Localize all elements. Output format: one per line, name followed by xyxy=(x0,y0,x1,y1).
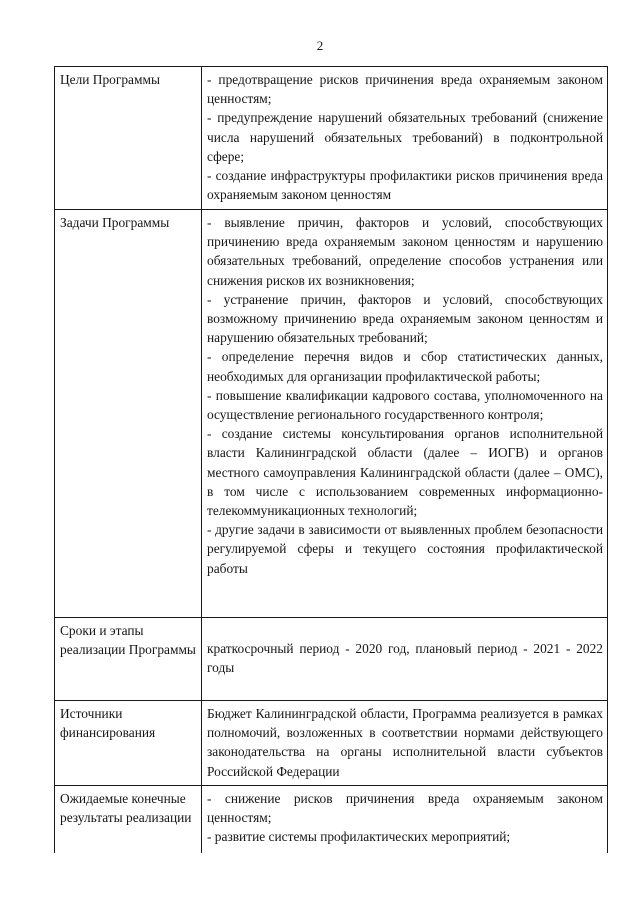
content-line: - создание инфраструктуры профилактики рисков причинения вреда охраняемым законом ценностям xyxy=(207,168,603,203)
row-content xyxy=(202,210,608,618)
program-passport-table xyxy=(54,66,608,853)
table-row-goals xyxy=(55,67,608,210)
table-row-terms xyxy=(55,618,608,701)
row-content xyxy=(202,618,608,701)
row-label: Ожидаемые конечные результаты реализации xyxy=(55,785,202,853)
table-row-funding xyxy=(55,701,608,786)
row-label: Цели Программы xyxy=(55,67,202,210)
row-label: Задачи Программы xyxy=(55,210,202,618)
content-line: - предотвращение рисков причинения вреда охраняемым законом ценностям; xyxy=(207,72,603,107)
content-line: Бюджет Калининградской области, Программа реализуется в рамках полномочий, возложенных в соответствии нормами действующего законодательства на органы исполнительной власти субъектов Российской Федерации xyxy=(207,706,603,779)
content-line: - повышение квалификации кадрового состава, уполномоченного на осуществление регионального государственного контроля; xyxy=(207,387,603,423)
row-content xyxy=(202,67,608,210)
row-content xyxy=(202,701,608,786)
content-line: - определение перечня видов и сбор статистических данных, необходимых для организации профилактической работы; xyxy=(207,349,603,384)
content-line: краткосрочный период - 2020 год, плановый период - 2021 - 2022 годы xyxy=(207,641,603,676)
row-content xyxy=(202,785,608,853)
table-row-results xyxy=(55,785,608,853)
content-line: - снижение рисков причинения вреда охраняемым законом ценностям; xyxy=(207,790,603,826)
table-row-tasks xyxy=(55,210,608,618)
page-number: 2 xyxy=(316,38,324,53)
content-line: - развитие системы профилактических мероприятий; xyxy=(207,829,511,845)
row-label: Источники финансирования xyxy=(55,701,202,786)
row-label: Сроки и этапы реализации Программы xyxy=(55,618,202,701)
content-line: - выявление причин, факторов и условий, способствующих причинению вреда охраняемым законом ценностям и нарушению обязательных требований, определение способов устранения или снижения рисков их возникновения; xyxy=(207,215,603,288)
content-line: - другие задачи в зависимости от выявленных проблем безопасности регулируемой сферы и текущего состояния профилактической работы xyxy=(207,522,603,576)
content-line: - устранение причин, факторов и условий, способствующих возможному причинению вреда охраняемым законом ценностям и нарушению обязательных требований; xyxy=(207,291,603,346)
content-line: - предупреждение нарушений обязательных требований (снижение числа нарушений обязательных требований) в подконтрольной сфере; xyxy=(207,110,603,164)
content-line: - создание системы консультирования органов исполнительной власти Калининградской области (далее – ИОГВ) и органов местного самоуправления Калининградской области (далее – ОМС), в том числе с использованием современных информационно-телекоммуникационных технологий; xyxy=(207,426,603,519)
